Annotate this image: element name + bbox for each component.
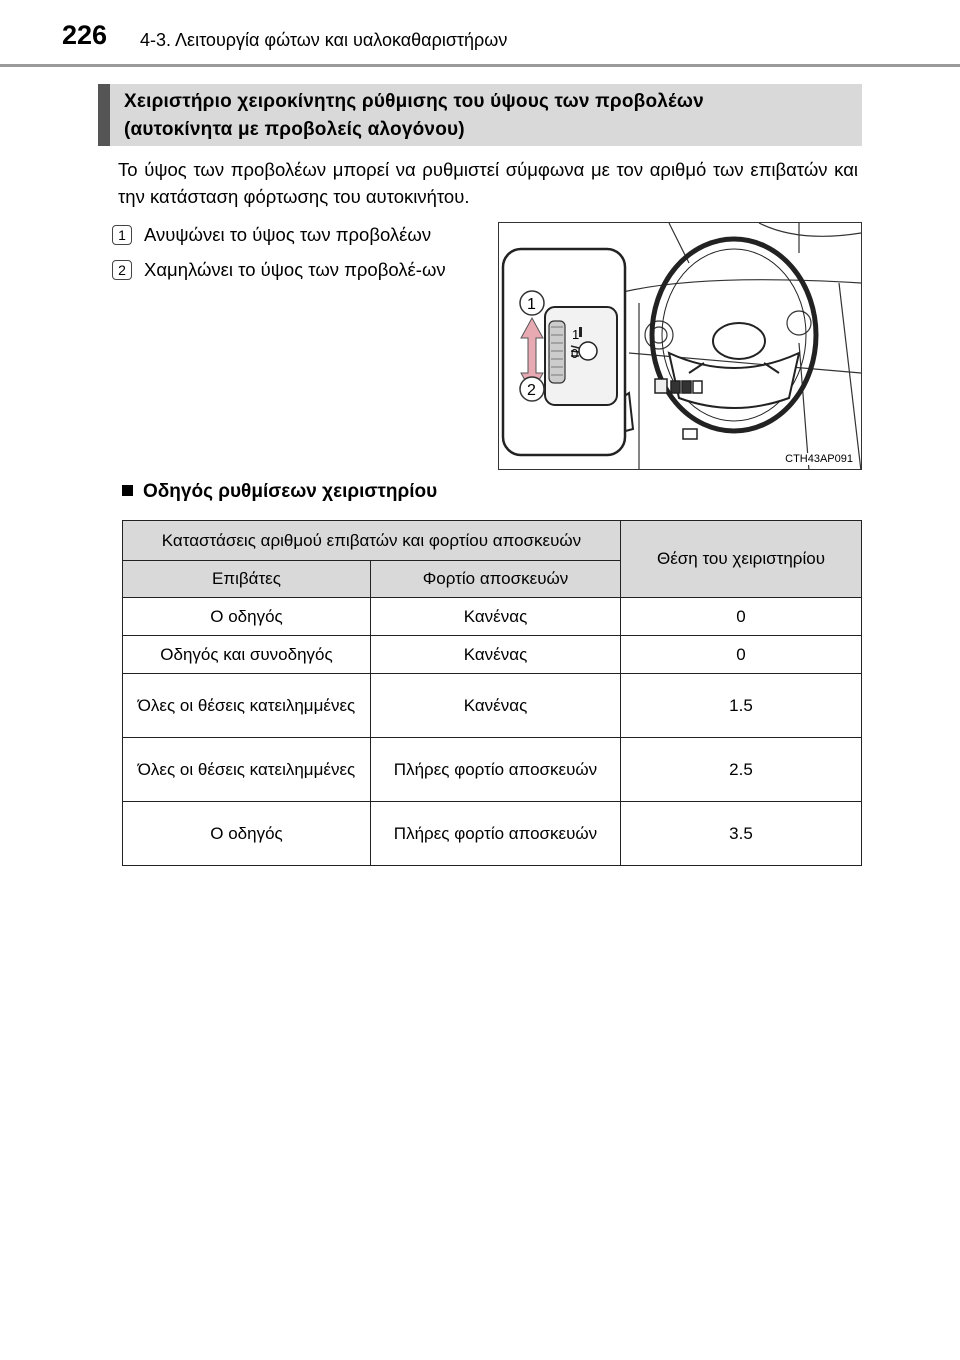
item-number-2: 2: [112, 260, 132, 280]
guide-heading: [122, 478, 437, 506]
cell-passengers: Ο οδηγός: [123, 598, 371, 636]
cell-passengers: Όλες οι θέσεις κατειλημμένες: [123, 674, 371, 738]
cell-position: 0: [621, 598, 862, 636]
table-row: [123, 674, 862, 738]
cell-luggage: Πλήρες φορτίο αποσκευών: [371, 802, 621, 866]
headlight-dial: [545, 307, 617, 405]
table-row: [123, 598, 862, 636]
intro-paragraph: Το ύψος των προβολέων μπορεί να ρυθμιστεί σύμφωνα με τον αριθμό των επιβατών και την κατάσταση φόρτωσης του αυτοκινήτου.: [118, 159, 858, 207]
square-bullet-icon: [122, 485, 133, 496]
section-title-line-2: (αυτοκίνητα με προβολείς αλογόνου): [124, 119, 465, 140]
table-row: [123, 738, 862, 802]
cell-position: 3.5: [621, 802, 862, 866]
item-text-raise: Ανυψώνει το ύψος των προβολέων: [144, 224, 432, 245]
headlight-icon: [579, 342, 597, 360]
table-header-luggage: Φορτίο αποσκευών: [371, 561, 621, 598]
cell-passengers: Οδηγός και συνοδηγός: [123, 636, 371, 674]
cell-luggage: Πλήρες φορτίο αποσκευών: [371, 738, 621, 802]
table-row: [123, 636, 862, 674]
callout-1-label: 1: [527, 296, 536, 313]
cell-luggage: Κανένας: [371, 674, 621, 738]
page-number: 226: [62, 20, 108, 50]
dial-mark-1: 1: [572, 327, 580, 342]
item-number-1: 1: [112, 225, 132, 245]
headlight-leveling-figure: [498, 222, 862, 470]
table-header-passengers: Επιβάτες: [123, 561, 371, 598]
dashboard-illustration: [499, 223, 862, 470]
figure-code: CTH43AP091: [785, 453, 853, 465]
section-title-line-1: Χειριστήριο χειροκίνητης ρύθμισης του ύψους των προβολέων: [124, 91, 704, 112]
section-title-box: [98, 84, 862, 146]
cell-passengers: Ο οδηγός: [123, 802, 371, 866]
table-header-position: Θέση του χειριστηρίου: [621, 521, 862, 598]
cell-luggage: Κανένας: [371, 598, 621, 636]
steering-wheel-icon: [652, 239, 816, 431]
callout-2-label: 2: [527, 382, 536, 399]
settings-table: [122, 520, 862, 866]
cell-passengers: Όλες οι θέσεις κατειλημμένες: [123, 738, 371, 802]
item-text-lower: Χαμηλώνει το ύψος των προβολέ-ων: [144, 259, 446, 280]
table-row: [123, 802, 862, 866]
cell-position: 2.5: [621, 738, 862, 802]
guide-heading-text: Οδηγός ρυθμίσεων χειριστηρίου: [143, 481, 438, 502]
cell-position: 1.5: [621, 674, 862, 738]
table-header-row: [123, 521, 862, 561]
cell-luggage: Κανένας: [371, 636, 621, 674]
table-group-header: Καταστάσεις αριθμού επιβατών και φορτίου αποσκευών: [123, 521, 621, 561]
header-rule: [0, 64, 960, 67]
dial-mark-0: 0: [571, 346, 579, 361]
cell-position: 0: [621, 636, 862, 674]
running-header: 4-3. Λειτουργία φώτων και υαλοκαθαριστήρων: [140, 30, 508, 50]
